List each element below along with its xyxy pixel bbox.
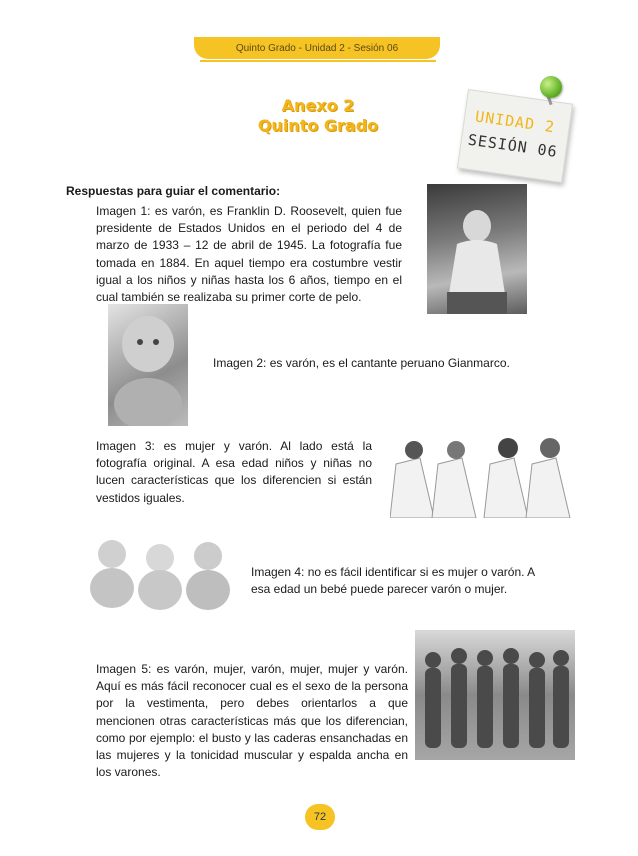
answer-image-2: Imagen 2: es varón, es el cantante peruano Gianmarco. xyxy=(213,356,510,370)
header-tab-label: Quinto Grado - Unidad 2 - Sesión 06 xyxy=(235,42,399,54)
photo-doctors-costume xyxy=(390,434,576,518)
header-divider xyxy=(200,60,436,62)
photo-child-1884 xyxy=(427,184,527,314)
photo-group-of-teens xyxy=(415,630,575,760)
photo-three-babies xyxy=(82,532,242,612)
answer-image-3: Imagen 3: es mujer y varón. Al lado está la fotografía original. A esa edad niños y niñas no lucen características que los diferencien si están vestidos iguales. xyxy=(96,439,372,505)
page-number: 72 xyxy=(313,811,327,823)
answer-image-4: Imagen 4: no es fácil identificar si es mujer o varón. A esa edad un bebé puede parecer varón o mujer. xyxy=(251,565,535,597)
page-number-badge xyxy=(305,804,335,830)
annex-title-line1: Anexo 2 xyxy=(281,96,355,115)
session-sticky-note xyxy=(457,89,573,183)
note-unidad: UNIDAD 2 xyxy=(474,107,557,137)
pushpin-icon xyxy=(540,76,562,98)
annex-title xyxy=(220,96,416,136)
annex-title-line2: Quinto Grado xyxy=(257,116,379,135)
note-sesion: SESIÓN 06 xyxy=(466,130,559,161)
answer-image-5: Imagen 5: es varón, mujer, varón, mujer, mujer y varón. Aquí es más fácil reconocer cual es el sexo de la persona por la vestimenta, pero debes orientarlos a que mencionen otras características más que los diferencian, como por ejemplo: el busto y las caderas ensanchadas en las mujeres y la tonicidad muscular y espalda ancha en los varones. xyxy=(96,662,408,780)
header-tab xyxy=(194,37,440,59)
section-heading: Respuestas para guiar el comentario: xyxy=(66,184,281,198)
photo-baby-gianmarco xyxy=(108,304,188,426)
answer-image-1: Imagen 1: es varón, es Franklin D. Roosevelt, quien fue presidente de Estados Unidos en el periodo del 4 de marzo de 1933 – 12 de abril de 1945. La fotografía fue tomada en 1884. En aquel tiempo era costumbre vestir igual a los niños y niñas hasta los 6 años, tiempo en el cual también se realizaba su primer corte de pelo. xyxy=(96,204,402,305)
